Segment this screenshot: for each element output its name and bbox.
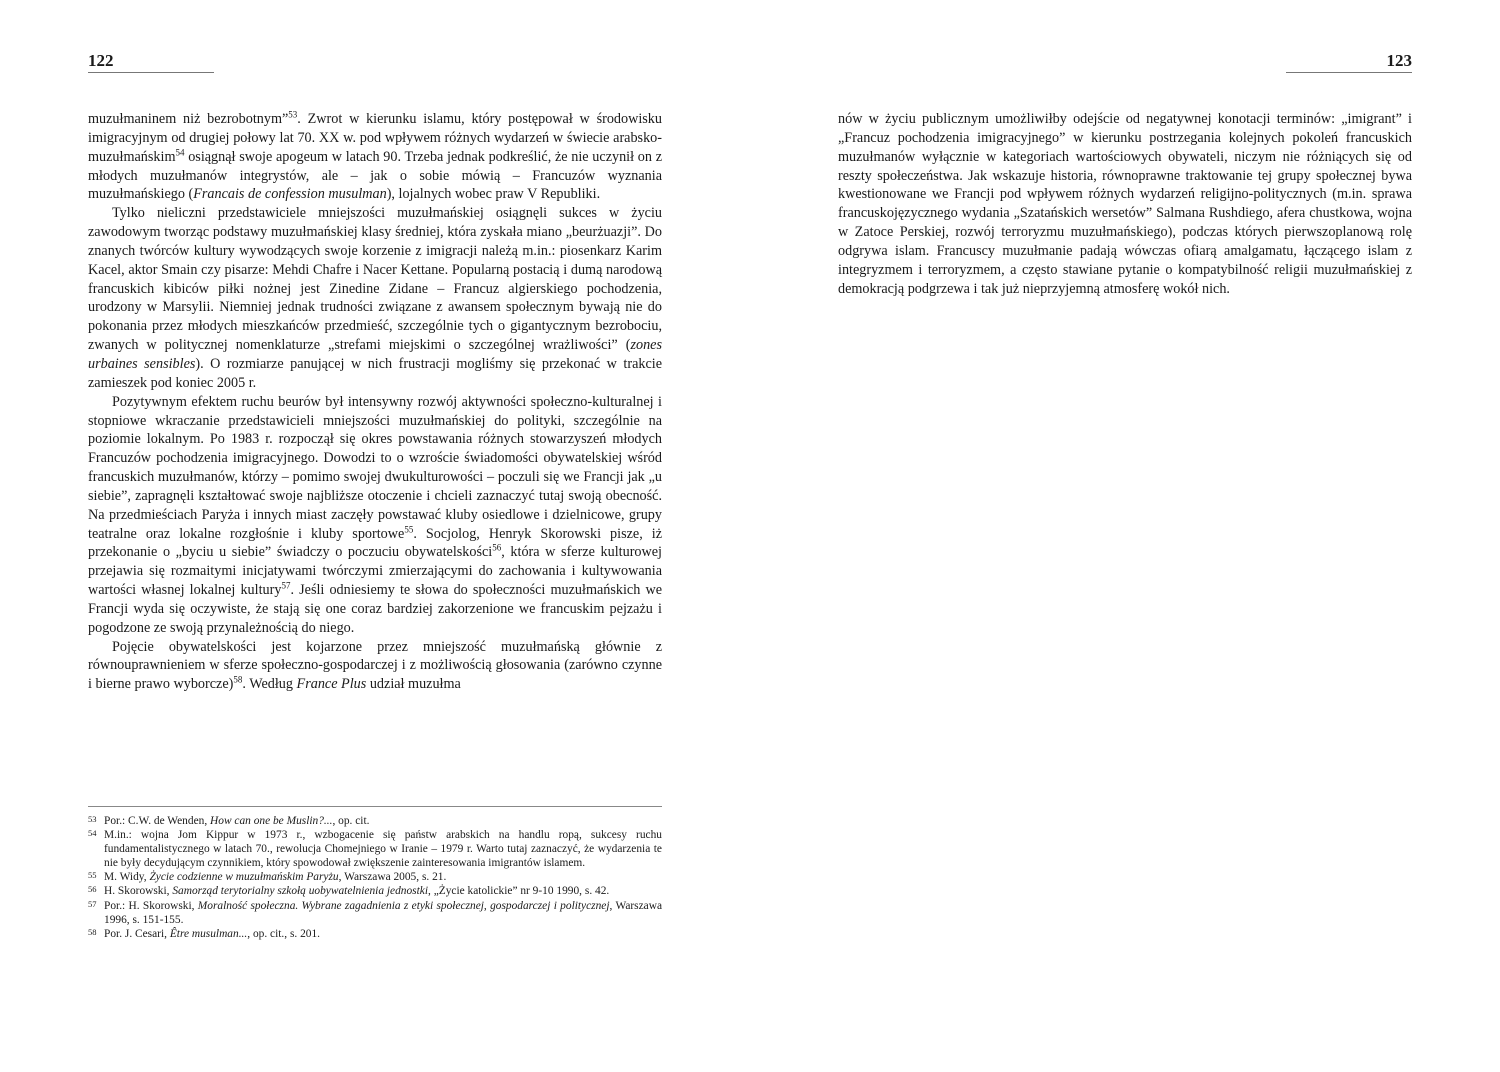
text-run: . Jeśli odniesiemy te słowa do społeczności muzułmańskich we Francji wyda się oczywiste, że stają się one coraz bardziej zakorzenione we francuskim pejzażu i pogodzone ze swoją przynależnością do niego. [88, 582, 662, 636]
footnote [88, 884, 662, 898]
header-rule-right [1286, 72, 1412, 73]
footnote-mark: 53 [88, 814, 97, 824]
italic-text: France Plus [296, 676, 367, 693]
text-run: M.in.: wojna Jom Kippur w 1973 r., wzbogacenie się państw arabskich na handlu ropą, sukcesy ruchu fundamentalistycznego w latach 70., rewolucja Chomejniego w Iranie – 1979 r. Warto tutaj zaznaczyć, że wydarzenia te nie były decydującym czynnikiem, który spowodował zwiększenie zainteresowania imigrantów islamem. [104, 829, 662, 870]
paragraph [88, 204, 662, 392]
text-run: ). O rozmiarze panującej w nich frustracji mogliśmy się przekonać w trakcie zamieszek pod koniec 2005 r. [88, 355, 662, 391]
text-run: , „Życie katolickie” nr 9-10 1990, s. 42. [428, 885, 610, 898]
footnote-mark: 58 [88, 926, 97, 937]
footnote-mark: 56 [88, 884, 97, 895]
italic-text: Francais de confession musulman [193, 186, 387, 203]
text-run: . Według [242, 676, 297, 693]
text-run: Por. J. Cesari, [104, 927, 170, 940]
left-body-text [88, 110, 662, 694]
italic-text: Życie codzienne w muzułmańskim Paryżu [149, 871, 339, 884]
footnote-separator [88, 806, 662, 807]
footnote-ref: 58 [233, 674, 243, 685]
text-run: H. Skorowski, [104, 885, 173, 898]
footnote [88, 814, 662, 828]
text-run: Pojęcie obywatelskości jest kojarzone przez mniejszość muzułmańską głównie z równouprawnieniem w sferze społeczno-gospodarczej i z możliwością głosowania (zarówno czynne i bierne prawo wyborcze) [88, 638, 662, 693]
text-run: udział muzułma [366, 676, 461, 693]
footnote-ref: 54 [175, 146, 185, 157]
italic-text: Samorząd terytorialny szkołą uobywatelnienia jednostki [172, 885, 428, 898]
page-number-right: 123 [1386, 51, 1412, 70]
italic-text: zones urbaines sensibles [88, 337, 662, 372]
footnote-ref: 55 [404, 523, 414, 534]
text-run: Tylko nieliczni przedstawiciele mniejszości muzułmańskiej osiągnęli sukces w życiu zawodowym tworząc podstawy muzułmańskiej klasy średniej, która zyskała miano „beurżuazji”. Do znanych twórców kultury wywodzących swoje korzenie z imigracji należą m.in.: piosenkarz Karim Kacel, aktor Smain czy pisarze: Mehdi Chafre i Nacer Kettane. Popularną postacią i dumą narodową francuskich kibiców piłki nożnej jest Zinedine Zidane – Francuz algierskiego pochodzenia, urodzony w Marsylii. Niemniej jednak trudności związane z awansem społecznym bywają nie do pokonania przez młodych mieszkańców przedmieść, szczególnie tych o gigantycznym bezrobociu, zwanych w politycznej nomenklaturze „strefami miejskimi o szczególnej wrażliwości” ( [88, 205, 662, 354]
footnote [88, 870, 662, 884]
italic-text: Être musulman... [169, 927, 248, 940]
text-run: Por.: H. Skorowski, [104, 899, 198, 912]
footnote-mark: 57 [88, 898, 97, 909]
footnote [88, 927, 662, 941]
text-run: , Warszawa 2005, s. 21. [338, 871, 447, 884]
footnote [88, 899, 662, 927]
text-run: , op. cit. [332, 815, 370, 827]
text-run: muzułmaninem niż bezrobotnym” [88, 111, 289, 127]
page-number-left: 122 [88, 51, 114, 70]
right-body-text [838, 110, 1412, 298]
footnote [88, 828, 662, 870]
footnote-mark: 54 [88, 828, 97, 839]
italic-text: How can one be Muslin?... [210, 815, 333, 827]
text-run: osiągnął swoje apogeum w latach 90. Trzeba jednak podkreślić, że nie uczynił on z młodych muzułmanów integrystów, ale – jak o sobie mówią – Francuzów wyznania muzułmańskiego ( [88, 148, 662, 203]
footnote-ref: 57 [281, 580, 291, 591]
paragraph [88, 110, 662, 204]
text-run: Pozytywnym efektem ruchu beurów był intensywny rozwój aktywności społeczno-kulturalnej i stopniowe wkraczanie przedstawicieli mniejszości muzułmańskiej do polityki, szczególnie na poziomie lokalnym. Po 1983 r. rozpoczął się okres powstawania różnych stowarzyszeń młodych Francuzów pochodzenia imigracyjnego. Dowodzi to o wzroście świadomości obywatelskiej wśród francuskich muzułmanów, którzy – pomimo swojej dwukulturowości – poczuli się we Francji jak „u siebie”, zapragnęli kształtować swoje najbliższe otoczenie i chcieli zaznaczyć tutaj swoją obecność. Na przedmieściach Paryża i innych miast zaczęły powstawać kluby osiedlowe i dzielnicowe, grupy teatralne oraz lokalne rozgłośnie i kluby sportowe [88, 393, 662, 542]
paragraph [88, 638, 662, 695]
paragraph [838, 110, 1412, 298]
header-rule-left [88, 72, 214, 73]
italic-text: Moralność społeczna. Wybrane zagadnienia z etyki społecznej, gospodarczej i politycznej [197, 899, 610, 912]
text-run: , op. cit., s. 201. [247, 927, 321, 940]
text-run: , która w sferze kulturowej przejawia się rozmaitymi inicjatywami twórczymi zmierzającymi do zachowania i kultywowania wartości własnej lokalnej kultury [88, 544, 663, 599]
text-run: ), lojalnych wobec praw V Republiki. [386, 186, 601, 203]
text-run: . Socjolog, Henryk Skorowski pisze, iż przekonanie o „byciu u siebie” świadczy o poczuciu obywatelskości [88, 525, 662, 561]
footnote-ref: 53 [288, 109, 298, 120]
paragraph [88, 393, 662, 638]
text-run: nów w życiu publicznym umożliwiłby odejście od negatywnej konotacji terminów: „imigrant” i „Francuz pochodzenia imigracyjnego” w kierunku postrzegania kolejnych pokoleń francuskich muzułmanów wyłącznie w kategoriach wartościowych obywateli, niczym nie różniących się od reszty społeczeństwa. Jak wskazuje historia, równoprawne traktowanie tej grupy społecznej bywa kwestionowane we Francji pod wpływem różnych wydarzeń religijno-politycznych (m.in. sprawa francuskojęzycznego wydania „Szatańskich wersetów” Salmana Rushdiego, afera chustkowa, wojna w Zatoce Perskiej, rozwój terroryzmu muzułmańskiego), podczas których pierwszoplanową rolę odgrywa islam. Francuscy muzułmanie padają wówczas ofiarą amalgamatu, łączącego islam z integryzmem i terroryzmem, a często stawiane pytanie o kompatybilność religii muzułmańskiej z demokracją podgrzewa i tak już nieprzyjemną atmosferę wokół nich. [838, 111, 1412, 297]
text-run: , Warszawa 1996, s. 151-155. [104, 899, 662, 926]
footnote-mark: 55 [88, 870, 97, 881]
text-run: M. Widy, [104, 871, 150, 884]
footnotes [88, 814, 662, 941]
text-run: . Zwrot w kierunku islamu, który postępował w środowisku imigracyjnym od drugiej połowy lat 70. XX w. pod wpływem różnych wydarzeń w świecie arabsko-muzułmańskim [88, 111, 662, 165]
footnote-ref: 56 [492, 542, 502, 553]
text-run: Por.: C.W. de Wenden, [104, 815, 211, 827]
